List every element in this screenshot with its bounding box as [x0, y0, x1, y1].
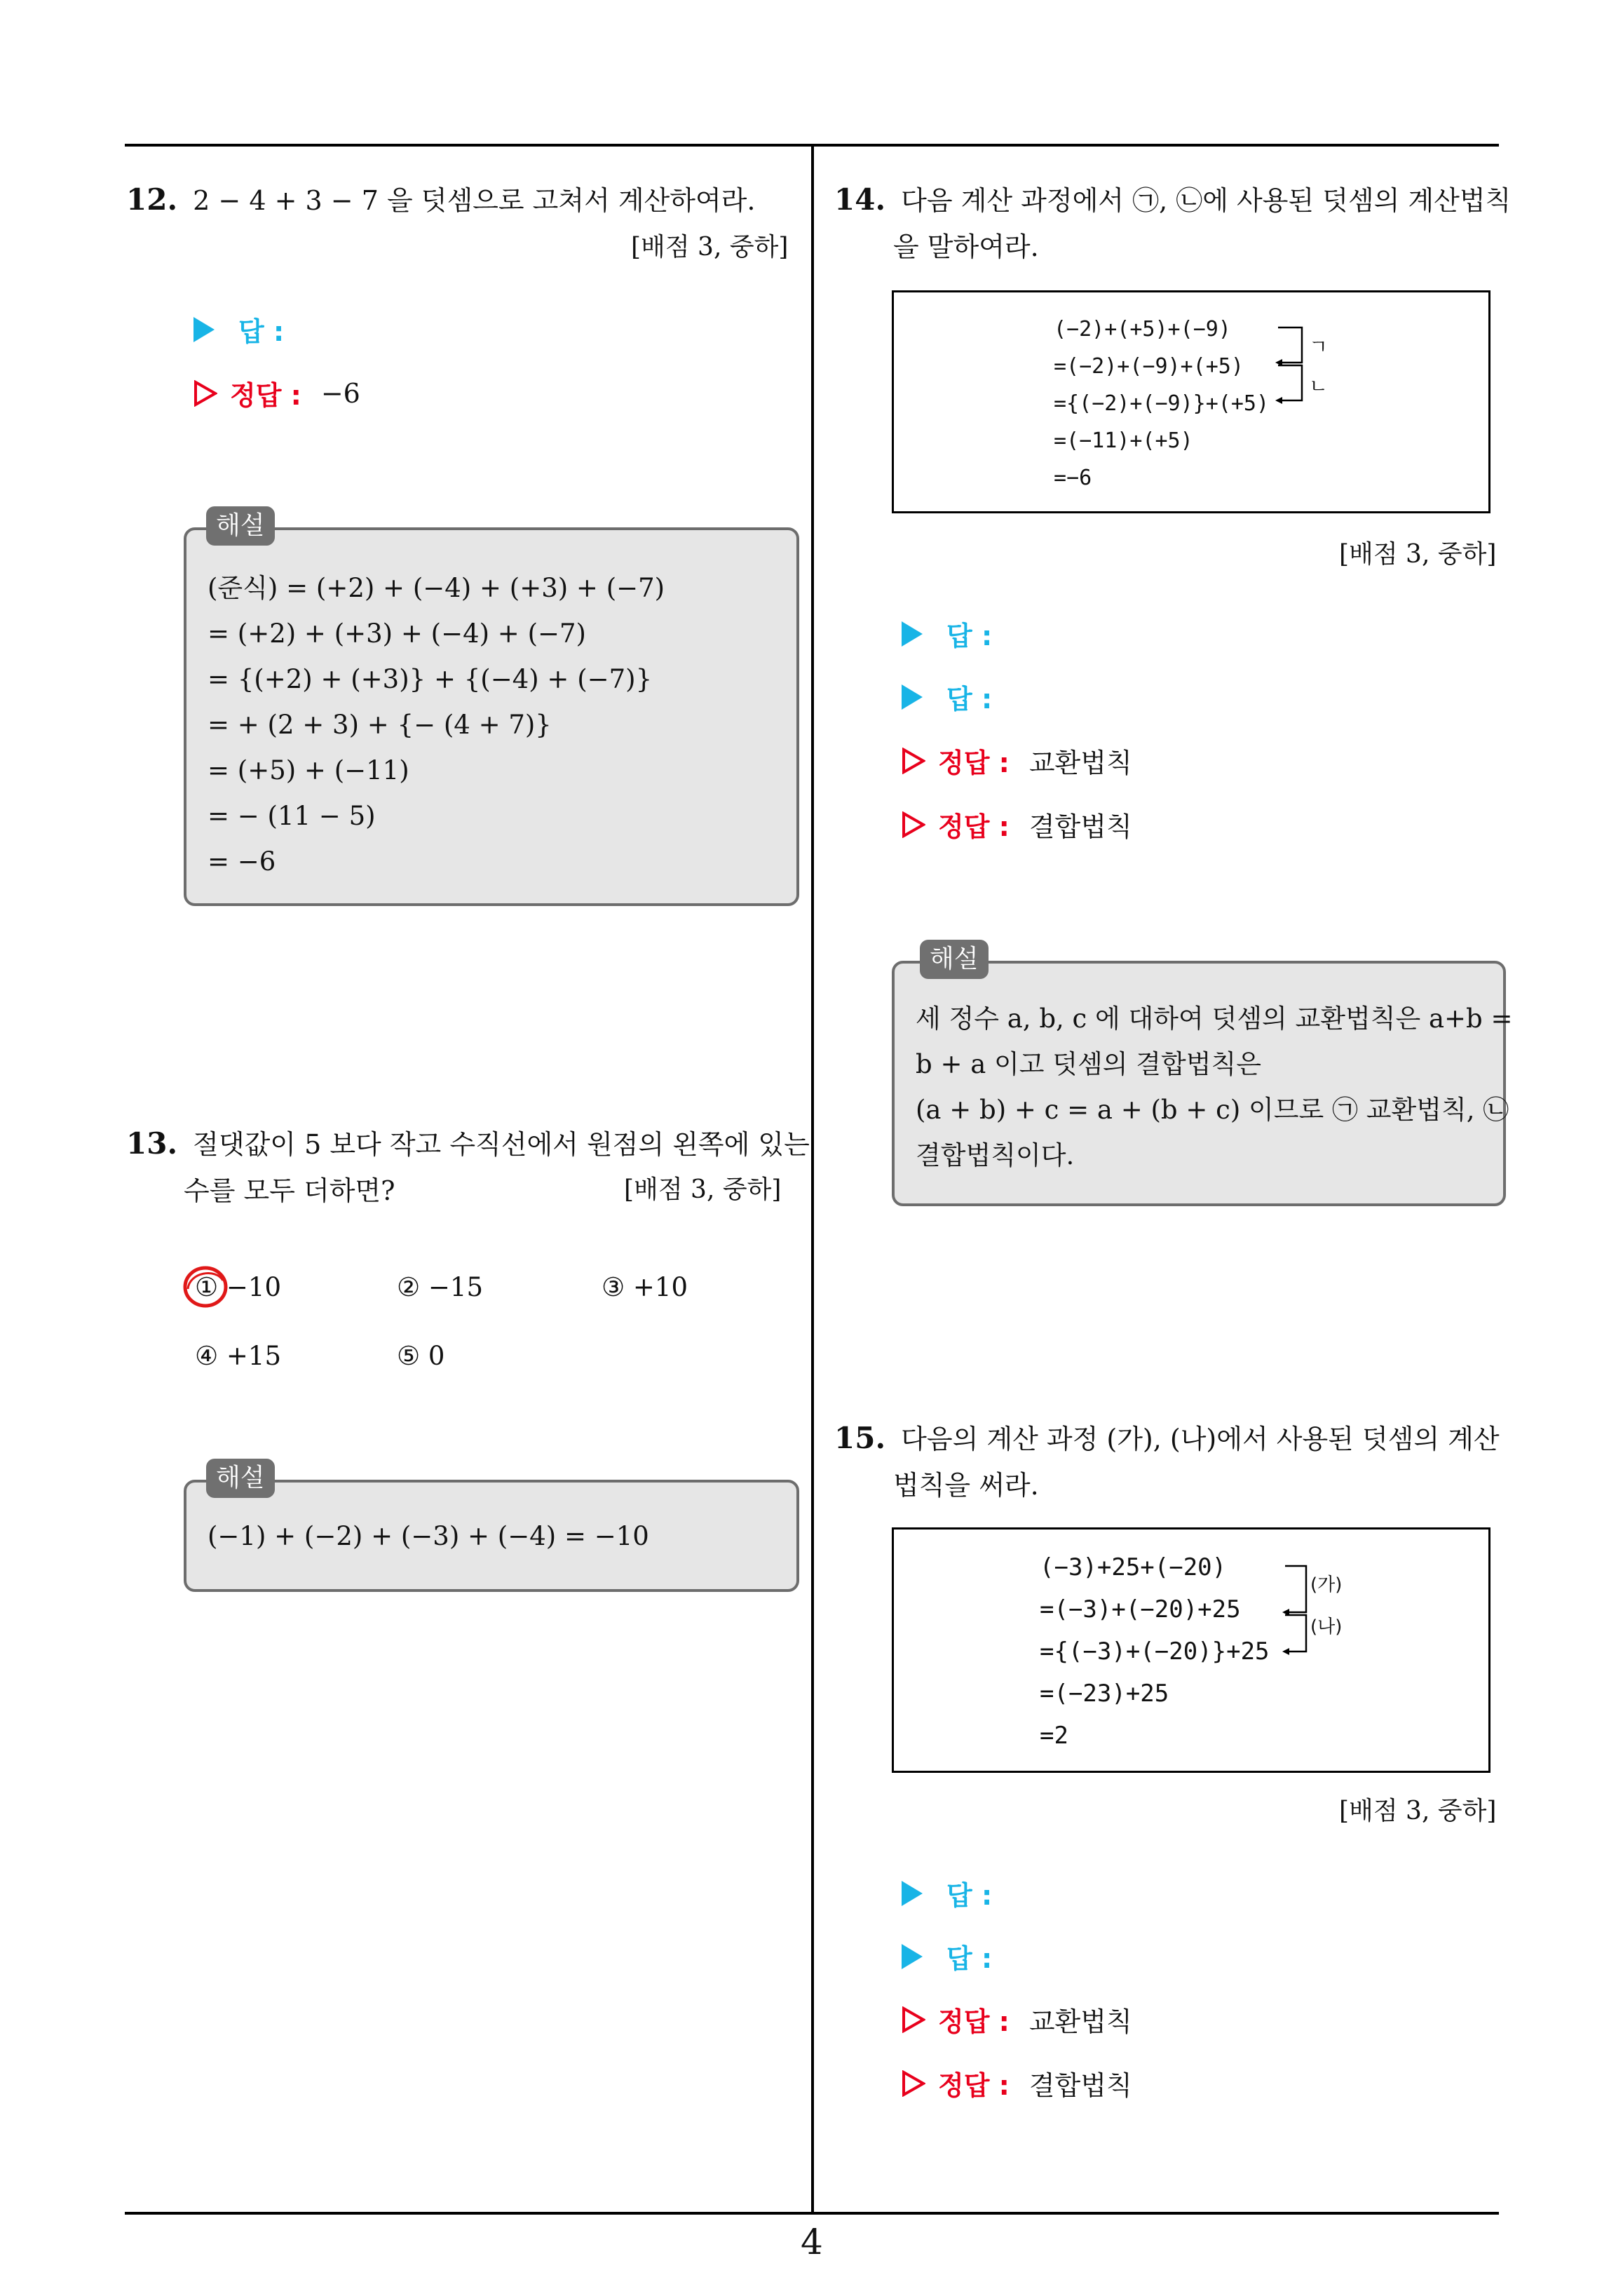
explain-line: (−1) + (−2) + (−3) + (−4) = −10	[208, 1521, 649, 1551]
q12-explanation-box	[184, 527, 799, 906]
question-text-line2: 수를 모두 더하면?	[184, 1175, 395, 1206]
calc-line: (−2)+(+5)+(−9)	[1054, 317, 1231, 342]
outline-triangle-icon	[193, 380, 217, 407]
explain-line: = −6	[208, 846, 276, 877]
play-icon	[902, 1881, 923, 1906]
correct-label: 정답 :	[938, 748, 1010, 778]
q15-correct-row-1	[902, 2000, 1132, 2039]
q14-explanation-box	[892, 961, 1513, 1206]
explain-line: (a + b) + c = a + (b + c) 이므로 ㉠ 교환법칙, ㉡	[916, 1095, 1509, 1125]
play-icon	[193, 317, 215, 342]
answer-label: 답 :	[946, 621, 993, 651]
q14-correct-row-1	[902, 741, 1132, 780]
outline-triangle-icon	[902, 2006, 925, 2033]
q15-score: [배점 3, 중하]	[1339, 1797, 1497, 1825]
q12-score: [배점 3, 중하]	[631, 233, 789, 262]
correct-value: −6	[320, 377, 360, 409]
correct-value: 교환법칙	[1028, 2006, 1132, 2037]
question-text-line1: 절댓값이 5 보다 작고 수직선에서 원점의 왼쪽에 있는	[193, 1129, 810, 1160]
explain-line: (준식) = (+2) + (−4) + (+3) + (−7)	[208, 573, 665, 603]
question-14	[834, 177, 1512, 270]
calc-line: =(−3)+(−20)+25	[1040, 1595, 1241, 1623]
q14-answer-row-1[interactable]	[902, 614, 992, 653]
calc-line: =−6	[1054, 466, 1092, 490]
question-text-line1: 다음의 계산 과정 (가), (나)에서 사용된 덧셈의 계산	[901, 1424, 1500, 1454]
q13-score: [배점 3, 중하]	[624, 1175, 782, 1204]
q14-answer-row-2[interactable]	[902, 677, 992, 716]
question-text-line2: 을 말하여라.	[893, 231, 1039, 262]
q14-explanation-tag: 해설	[920, 940, 989, 979]
q15-correct-row-2	[902, 2064, 1132, 2102]
page-number: 4	[801, 2222, 823, 2262]
calc-line: =2	[1040, 1722, 1068, 1750]
answer-label: 답 :	[946, 1880, 993, 1911]
bracket-label-b: ㄴ	[1309, 374, 1329, 398]
column-divider	[811, 145, 814, 2214]
choice-4[interactable]: ④ +15	[195, 1341, 282, 1371]
selected-circle-mark	[179, 1262, 236, 1311]
answer-label: 답 :	[238, 316, 285, 347]
correct-value: 교환법칙	[1028, 748, 1132, 778]
bracket-label-ga: (가)	[1310, 1574, 1343, 1595]
answer-label: 답 :	[946, 684, 993, 715]
question-number: 12.	[126, 182, 178, 217]
question-number: 13.	[126, 1126, 178, 1161]
q13-explanation-tag: 해설	[206, 1459, 275, 1498]
q12-correct-row	[193, 374, 360, 412]
choice-3[interactable]: ③ +10	[602, 1272, 688, 1302]
calc-line: =(−23)+25	[1040, 1680, 1169, 1708]
question-number: 15.	[834, 1421, 886, 1455]
calc-line: =(−11)+(+5)	[1054, 428, 1193, 453]
q12-explanation-tag: 해설	[206, 506, 275, 546]
explain-line: = − (11 − 5)	[208, 801, 376, 831]
q14-calculation-box	[892, 290, 1490, 513]
question-text-line1: 다음 계산 과정에서 ㉠, ㉡에 사용된 덧셈의 계산법칙	[901, 185, 1512, 216]
calc-line: =(−2)+(−9)+(+5)	[1054, 354, 1244, 379]
correct-label: 정답 :	[938, 811, 1010, 842]
calc-line: ={(−2)+(−9)}+(+5)	[1054, 391, 1270, 416]
bracket-label-na: (나)	[1310, 1616, 1343, 1637]
correct-label: 정답 :	[938, 2070, 1010, 2101]
explain-line: 결합법칙이다.	[916, 1140, 1075, 1170]
choice-2[interactable]: ② −15	[397, 1272, 484, 1302]
play-icon	[902, 684, 923, 710]
explain-line: = {(+2) + (+3)} + {(−4) + (−7)}	[208, 664, 653, 694]
calc-line: ={(−3)+(−20)}+25	[1040, 1637, 1270, 1666]
correct-label: 정답 :	[938, 2006, 1010, 2037]
choice-5[interactable]: ⑤ 0	[397, 1341, 445, 1371]
correct-label: 정답 :	[230, 380, 301, 411]
q14-score: [배점 3, 중하]	[1339, 540, 1497, 569]
outline-triangle-icon	[902, 811, 925, 838]
correct-value: 결합법칙	[1028, 811, 1132, 842]
q14-correct-row-2	[902, 805, 1132, 844]
bottom-rule	[125, 2212, 1499, 2215]
question-12	[126, 177, 799, 224]
choice-1[interactable]: ① −10	[195, 1272, 282, 1302]
question-number: 14.	[834, 182, 886, 217]
question-text: 2 − 4 + 3 − 7 을 덧셈으로 고쳐서 계산하여라.	[193, 185, 756, 216]
q13-explanation-box	[184, 1480, 799, 1592]
play-icon	[902, 621, 923, 647]
q15-answer-row-2[interactable]	[902, 1937, 992, 1976]
q15-answer-row-1[interactable]	[902, 1874, 992, 1912]
bracket-label-a: ㄱ	[1309, 335, 1329, 358]
q15-calculation-box	[892, 1527, 1490, 1773]
answer-label: 답 :	[946, 1943, 993, 1974]
correct-value: 결합법칙	[1028, 2070, 1132, 2101]
explain-line: 세 정수 a, b, c 에 대하여 덧셈의 교환법칙은 a+b =	[916, 1004, 1513, 1034]
q12-answer-row[interactable]	[193, 310, 284, 349]
explain-line: b + a 이고 덧셈의 결합법칙은	[916, 1049, 1261, 1079]
outline-triangle-icon	[902, 748, 925, 774]
explain-line: = (+5) + (−11)	[208, 755, 409, 785]
outline-triangle-icon	[902, 2070, 925, 2097]
explain-line: = (+2) + (+3) + (−4) + (−7)	[208, 619, 586, 649]
calc-line: (−3)+25+(−20)	[1040, 1553, 1227, 1581]
play-icon	[902, 1944, 923, 1969]
question-15	[834, 1415, 1507, 1508]
explain-line: = + (2 + 3) + {− (4 + 7)}	[208, 710, 552, 740]
question-text-line2: 법칙을 써라.	[893, 1470, 1039, 1501]
